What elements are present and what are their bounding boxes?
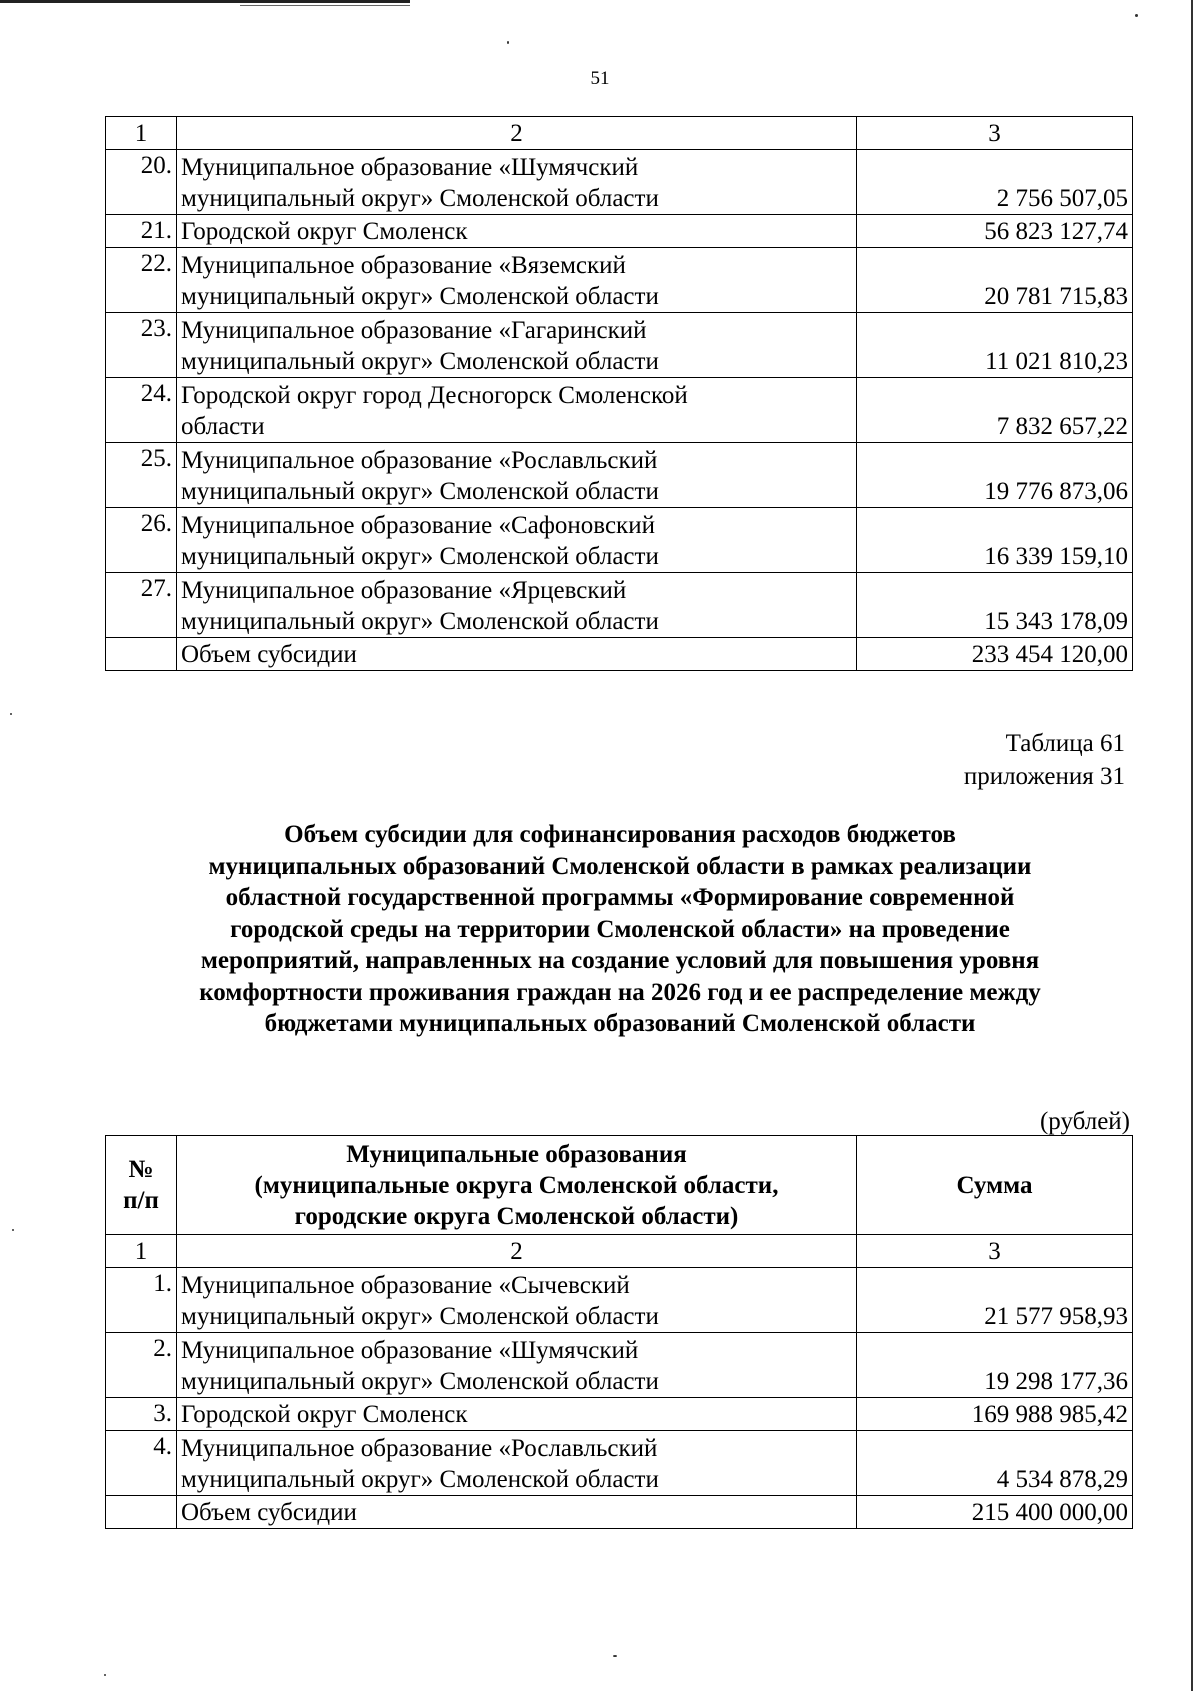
amount-cell: 20 781 715,83 [857,248,1133,313]
row-number-cell: 24. [106,378,177,443]
table-row [106,150,1133,215]
municipality-name-line: Муниципальное образование «Рославльский [181,1435,658,1462]
table-row [106,508,1133,573]
row-number-cell: 27. [106,573,177,638]
subsidy-table-continued [105,116,1133,671]
row-number-cell: 3. [106,1398,177,1431]
amount-cell: 19 776 873,06 [857,443,1133,508]
units-label: (рублей) [1039,1108,1130,1135]
row-number-cell: 22. [106,248,177,313]
total-empty-cell [106,1496,177,1529]
table-number-label: Таблица 61 [1005,730,1125,757]
row-number-cell: 1. [106,1268,177,1333]
municipality-name-line: Муниципальное образование «Сафоновский [181,512,655,539]
title-line: мероприятий, направленных на создание условий для повышения уровня [200,947,1040,974]
amount-cell: 16 339 159,10 [857,508,1133,573]
scan-speck [12,1229,14,1231]
municipality-name-line: муниципальный округ» Смоленской области [181,478,659,505]
scan-artifact-top-line [0,0,410,3]
municipality-name-line: муниципальный округ» Смоленской области [181,1466,659,1493]
header-municipality-cell [177,1136,857,1235]
column-number-cell: 1 [106,117,177,150]
municipality-name-line: муниципальный округ» Смоленской области [181,1303,659,1330]
column-number-cell: 3 [857,1235,1133,1268]
title-line: Объем субсидии для софинансирования расходов бюджетов [284,821,956,848]
appendix-label: приложения 31 [963,763,1125,790]
municipality-name-line: Муниципальное образование «Шумячский [181,1337,639,1364]
scan-speck [1135,14,1138,17]
title-line: комфортности проживания граждан на 2026 год и ее распределение между [199,978,1041,1006]
municipality-name-line: Муниципальное образование «Шумячский [181,154,639,181]
table-row [106,1268,1133,1333]
table-row [106,1333,1133,1398]
column-number-cell: 1 [106,1235,177,1268]
municipality-name-line: муниципальный округ» Смоленской области [181,608,659,635]
municipality-cell [177,1431,857,1496]
amount-cell: 7 832 657,22 [857,378,1133,443]
scan-artifact-right-edge [1191,0,1193,1691]
municipality-name-line: Муниципальное образование «Гагаринский [181,317,647,344]
amount-cell: 19 298 177,36 [857,1333,1133,1398]
municipality-cell [177,573,857,638]
scan-speck [507,41,509,44]
municipality-name-line: Городской округ Смоленск [181,1401,468,1428]
page-number: 51 [590,68,610,89]
row-number-cell: 4. [106,1431,177,1496]
row-number-cell: 21. [106,215,177,248]
header-amount-cell: Сумма [857,1136,1133,1235]
column-number-cell: 3 [857,117,1133,150]
municipality-name-line: муниципальный округ» Смоленской области [181,348,659,375]
municipality-name-line: Муниципальное образование «Ярцевский [181,577,627,604]
table-row [106,248,1133,313]
row-number-cell: 26. [106,508,177,573]
header-municipality-line: Муниципальные образования [346,1140,687,1168]
scan-artifact-top-line-thin [240,5,410,6]
municipality-name-line: муниципальный округ» Смоленской области [181,185,659,212]
title-line: городской среды на территории Смоленской области» на проведение [230,915,1010,943]
table-row [106,1398,1133,1431]
municipality-cell [177,443,857,508]
total-label-cell: Объем субсидии [177,638,857,671]
municipality-cell [177,215,857,248]
header-number-cell [106,1136,177,1235]
total-row [106,1496,1133,1529]
scan-speck [613,1655,617,1657]
municipality-name-line: муниципальный округ» Смоленской области [181,1368,659,1395]
total-row [106,638,1133,671]
municipality-name-line: Городской округ Смоленск [181,218,468,245]
municipality-cell [177,508,857,573]
header-row [106,1136,1133,1235]
amount-cell: 56 823 127,74 [857,215,1133,248]
table-title [110,819,1130,1040]
column-number-cell: 2 [177,117,857,150]
row-number-cell: 23. [106,313,177,378]
subsidy-distribution-table [105,1135,1133,1529]
title-line: областной государственной программы «Формирование современной [225,884,1015,911]
municipality-cell [177,248,857,313]
table-row [106,443,1133,508]
total-amount-cell: 215 400 000,00 [857,1496,1133,1529]
column-numbers-row [106,117,1133,150]
municipality-name-line: Муниципальное образование «Рославльский [181,447,658,474]
total-label-cell: Объем субсидии [177,1496,857,1529]
header-municipality-line: городские округа Смоленской области) [294,1202,739,1230]
municipality-cell [177,1333,857,1398]
column-numbers-row [106,1235,1133,1268]
municipality-cell [177,150,857,215]
amount-cell: 169 988 985,42 [857,1398,1133,1431]
amount-cell: 15 343 178,09 [857,573,1133,638]
table-row [106,313,1133,378]
header-municipality-line: (муниципальные округа Смоленской области, [254,1171,779,1199]
amount-cell: 4 534 878,29 [857,1431,1133,1496]
municipality-name-line: муниципальный округ» Смоленской области [181,283,659,310]
total-empty-cell [106,638,177,671]
scan-speck [10,713,12,715]
municipality-cell [177,378,857,443]
row-number-cell: 2. [106,1333,177,1398]
amount-cell: 21 577 958,93 [857,1268,1133,1333]
title-line: муниципальных образований Смоленской области в рамках реализации [208,852,1032,880]
row-number-cell: 25. [106,443,177,508]
title-line: бюджетами муниципальных образований Смоленской области [264,1010,976,1037]
header-number-line: № [128,1156,154,1183]
municipality-name-line: области [181,413,265,440]
column-number-cell: 2 [177,1235,857,1268]
municipality-cell [177,1398,857,1431]
municipality-name-line: муниципальный округ» Смоленской области [181,543,659,570]
header-number-line: п/п [123,1187,159,1214]
table-row [106,1431,1133,1496]
scan-speck [104,1674,106,1676]
municipality-name-line: Муниципальное образование «Сычевский [181,1272,630,1299]
municipality-cell [177,313,857,378]
amount-cell: 2 756 507,05 [857,150,1133,215]
row-number-cell: 20. [106,150,177,215]
table-row [106,378,1133,443]
table-row [106,215,1133,248]
municipality-name-line: Муниципальное образование «Вяземский [181,252,626,279]
amount-cell: 11 021 810,23 [857,313,1133,378]
municipality-cell [177,1268,857,1333]
municipality-name-line: Городской округ город Десногорск Смоленской [181,382,688,409]
table-row [106,573,1133,638]
total-amount-cell: 233 454 120,00 [857,638,1133,671]
